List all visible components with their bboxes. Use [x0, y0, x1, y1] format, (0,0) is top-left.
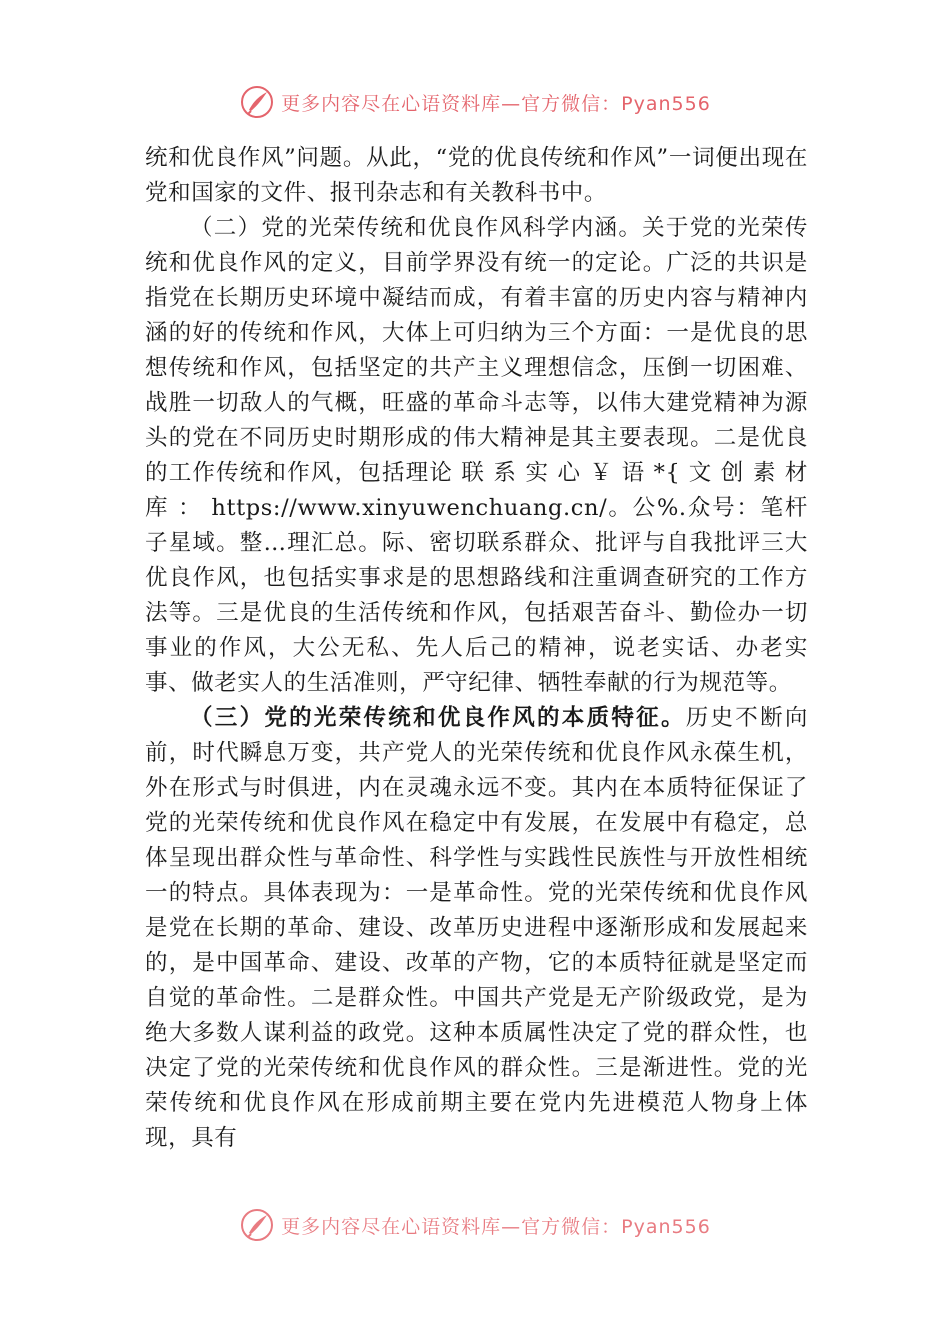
quill-logo-icon — [239, 84, 275, 120]
paragraph-2: （二）党的光荣传统和优良作风科学内涵。关于党的光荣传统和优良作风的定义，目前学界没有统一的定论。广泛的共识是指党在长期历史环境中凝结而成，有着丰富的历史内容与精神内涵的好的传统和作风，大体上可归纳为三个方面：一是优良的思想传统和作风，包括坚定的共产主义理想信念，压倒一切困难、战胜一切敌人的气概，旺盛的革命斗志等，以伟大建党精神为源头的党在不同历史时期形成的伟大精神是其主要表现。二是优良的工作传统和作风，包括理论 联 系 实 心 ￥ 语 *{ 文 创 素 材 库 ： https://www.xinyuwenchuang.cn/。公%.众号：笔杆子星域。整…理汇总。际、密切联系群众、批评与自我批评三大优良作风，也包括实事求是的思想路线和注重调查研究的工作方法等。三是优良的生活传统和作风，包括艰苦奋斗、勤俭办一切事业的作风，大公无私、先人后己的精神，说老实话、办老实事、做老实人的生活准则，严守纪律、牺牲奉献的行为规范等。 — [145, 215, 808, 696]
document-body — [145, 141, 808, 1156]
watermark-footer — [0, 1205, 950, 1245]
section-heading: （三）党的光荣传统和优良作风的本质特征。 — [190, 705, 686, 731]
watermark-footer-text: 更多内容尽在心语资料库—官方微信：Pyan556 — [281, 1215, 711, 1238]
quill-logo-icon — [239, 1207, 275, 1243]
paragraph-3-text: 历史不断向前，时代瞬息万变，共产党人的光荣传统和优良作风永葆生机，外在形式与时俱进，内在灵魂永远不变。其内在本质特征保证了党的光荣传统和优良作风在稳定中有发展，在发展中有稳定，总体呈现出群众性与革命性、科学性与实践性民族性与开放性相统一的特点。具体表现为：一是革命性。党的光荣传统和优良作风是党在长期的革命、建设、改革历史进程中逐渐形成和发展起来的，是中国革命、建设、改革的产物，它的本质特征就是坚定而自觉的革命性。二是群众性。中国共产党是无产阶级政党，是为绝大多数人谋利益的政党。这种本质属性决定了党的群众性，也决定了党的光荣传统和优良作风的群众性。三是渐进性。党的光荣传统和优良作风在形成前期主要在党内先进模范人物身上体现，具有 — [145, 705, 808, 1151]
watermark-header-text: 更多内容尽在心语资料库—官方微信：Pyan556 — [281, 92, 711, 115]
paragraph-1: 统和优良作风”问题。从此，“党的优良传统和作风”一词便出现在党和国家的文件、报刊杂志和有关教科书中。 — [145, 145, 808, 206]
paragraph-3 — [145, 701, 808, 1156]
watermark-header — [0, 82, 950, 122]
